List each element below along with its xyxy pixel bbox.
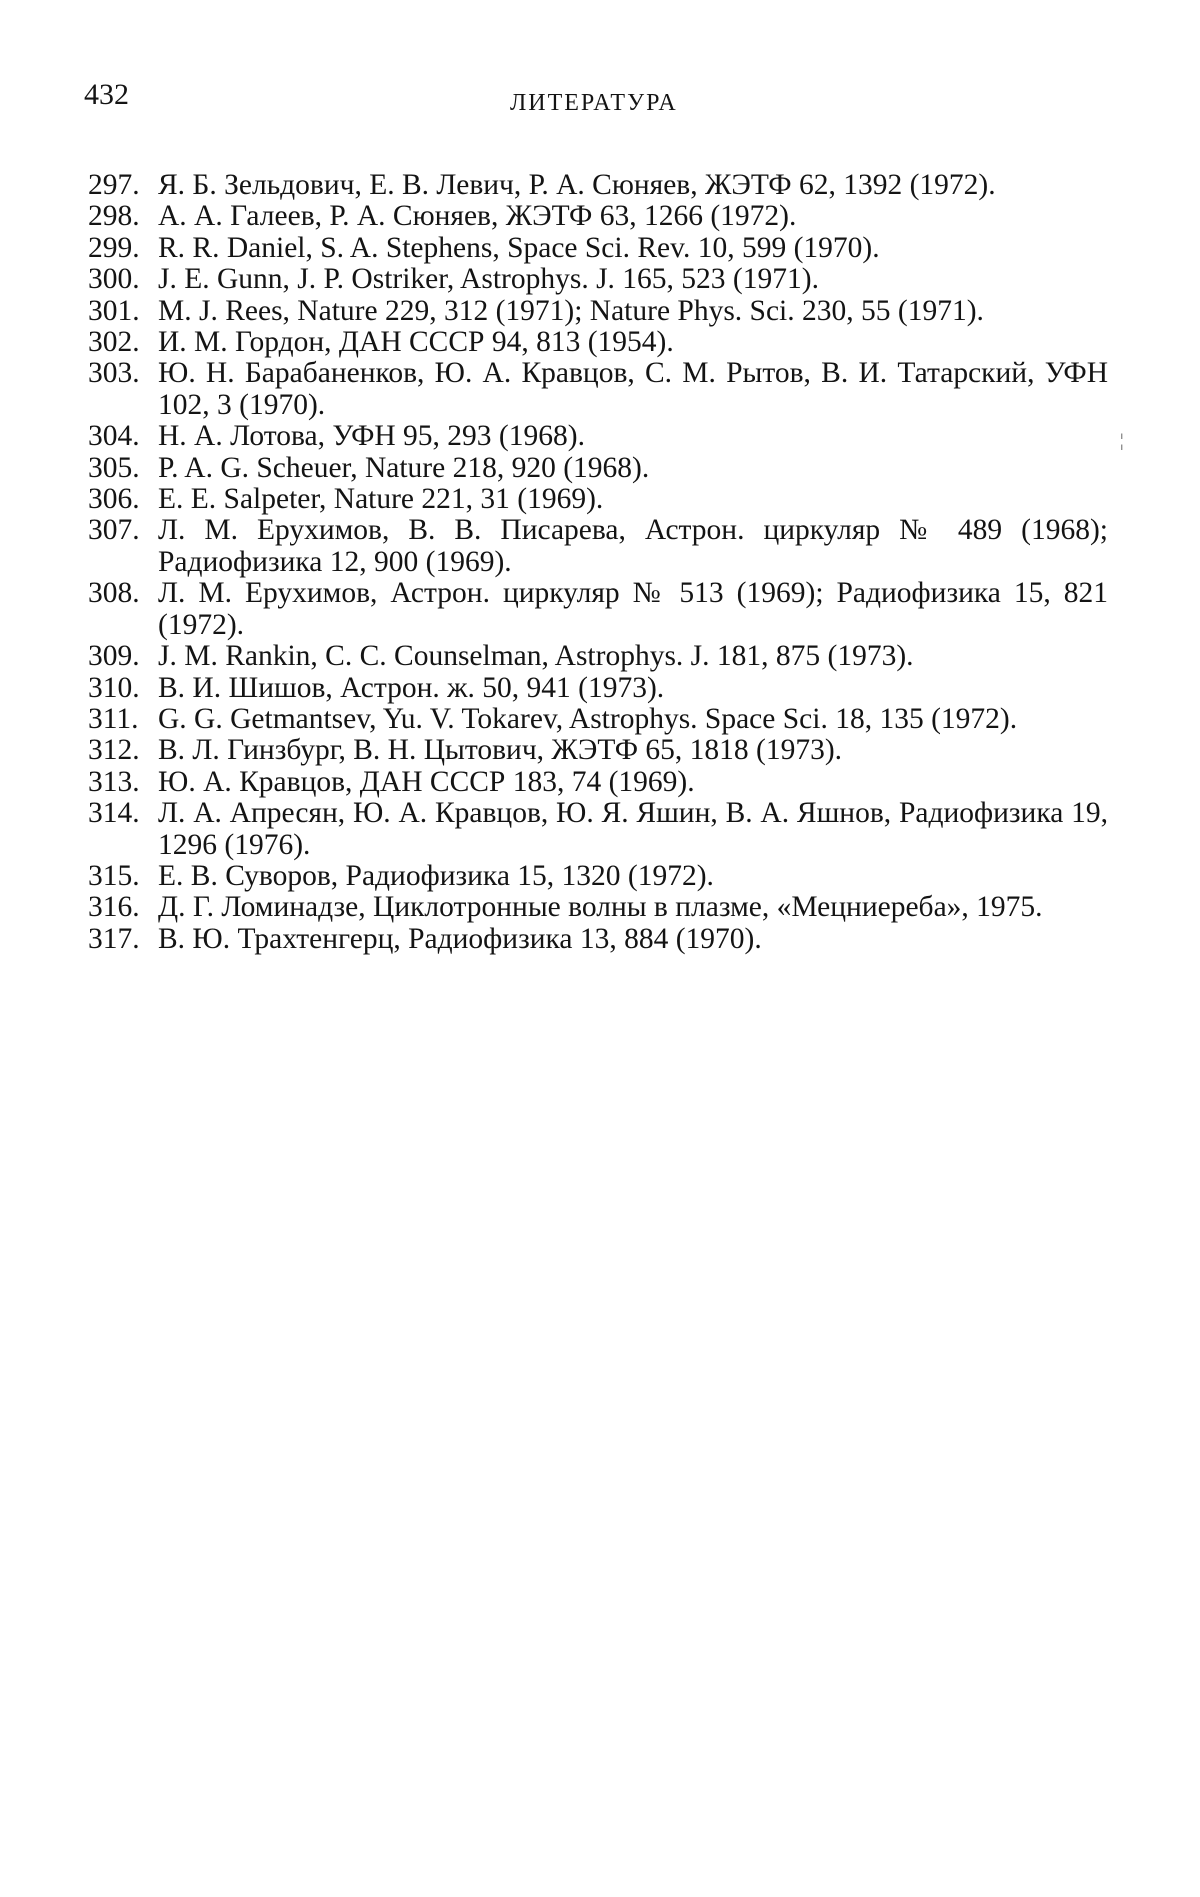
reference-text: Ю. Н. Барабаненков, Ю. А. Кравцов, С. М. Рытов, В. И. Татарский, УФН 102, 3 (1970). bbox=[158, 357, 1108, 421]
reference-number: 306. bbox=[88, 483, 140, 516]
reference-item bbox=[88, 484, 1108, 515]
reference-number: 316. bbox=[88, 891, 140, 924]
reference-text: А. А. Галеев, Р. А. Сюняев, ЖЭТФ 63, 1266 (1972). bbox=[158, 200, 797, 233]
reference-text: G. G. Getmantsev, Yu. V. Tokarev, Astrophys. Space Sci. 18, 135 (1972). bbox=[158, 702, 1018, 735]
reference-number: 313. bbox=[88, 765, 140, 798]
reference-item bbox=[88, 421, 1108, 452]
reference-number: 305. bbox=[88, 451, 140, 484]
reference-text: В. И. Шишов, Астрон. ж. 50, 941 (1973). bbox=[158, 671, 665, 704]
reference-text: P. A. G. Scheuer, Nature 218, 920 (1968). bbox=[158, 451, 650, 484]
reference-text: И. М. Гордон, ДАН СССР 94, 813 (1954). bbox=[158, 326, 674, 359]
reference-number: 311. bbox=[88, 702, 139, 735]
reference-item bbox=[88, 296, 1108, 327]
reference-item bbox=[88, 892, 1108, 923]
reference-text: J. E. Gunn, J. P. Ostriker, Astrophys. J. 165, 523 (1971). bbox=[158, 263, 819, 296]
reference-text: Л. М. Ерухимов, Астрон. циркуляр № 513 (1969); Радиофизика 15, 821 (1972). bbox=[158, 577, 1108, 641]
reference-text: M. J. Rees, Nature 229, 312 (1971); Nature Phys. Sci. 230, 55 (1971). bbox=[158, 294, 984, 327]
reference-number: 297. bbox=[88, 169, 140, 201]
margin-mark: ¦ bbox=[1120, 430, 1124, 450]
reference-item bbox=[88, 233, 1108, 264]
reference-number: 298. bbox=[88, 200, 140, 233]
reference-text: Ю. А. Кравцов, ДАН СССР 183, 74 (1969). bbox=[158, 765, 695, 798]
reference-item bbox=[88, 798, 1108, 861]
reference-number: 309. bbox=[88, 640, 140, 673]
reference-item bbox=[88, 515, 1108, 578]
reference-text: R. R. Daniel, S. A. Stephens, Space Sci. Rev. 10, 599 (1970). bbox=[158, 231, 880, 264]
reference-text: Е. В. Суворов, Радиофизика 15, 1320 (1972). bbox=[158, 859, 714, 892]
reference-number: 314. bbox=[88, 797, 140, 830]
reference-number: 315. bbox=[88, 859, 140, 892]
reference-item bbox=[88, 358, 1108, 421]
running-title: ЛИТЕРАТУРА bbox=[510, 90, 678, 116]
reference-text: Н. А. Лотова, УФН 95, 293 (1968). bbox=[158, 420, 585, 453]
reference-item bbox=[88, 201, 1108, 232]
reference-text: Д. Г. Ломинадзе, Циклотронные волны в плазме, «Мецниереба», 1975. bbox=[158, 891, 1043, 924]
reference-item bbox=[88, 453, 1108, 484]
reference-list bbox=[88, 170, 1108, 955]
reference-number: 302. bbox=[88, 326, 140, 359]
reference-number: 308. bbox=[88, 577, 140, 610]
page-number: 432 bbox=[84, 78, 129, 111]
reference-number: 307. bbox=[88, 514, 140, 547]
reference-item bbox=[88, 735, 1108, 766]
reference-item bbox=[88, 924, 1108, 955]
reference-number: 299. bbox=[88, 231, 140, 264]
reference-number: 304. bbox=[88, 420, 140, 453]
reference-item bbox=[88, 861, 1108, 892]
reference-number: 301. bbox=[88, 294, 140, 327]
reference-item bbox=[88, 641, 1108, 672]
reference-text: Я. Б. Зельдович, Е. В. Левич, Р. А. Сюняев, ЖЭТФ 62, 1392 (1972). bbox=[158, 169, 996, 201]
reference-text: J. M. Rankin, C. C. Counselman, Astrophys. J. 181, 875 (1973). bbox=[158, 640, 914, 673]
reference-item bbox=[88, 170, 1108, 201]
reference-item bbox=[88, 673, 1108, 704]
reference-text: Л. М. Ерухимов, В. В. Писарева, Астрон. циркуляр № 489 (1968); Радиофизика 12, 900 (1969). bbox=[158, 514, 1108, 578]
reference-text: E. E. Salpeter, Nature 221, 31 (1969). bbox=[158, 483, 604, 516]
reference-number: 312. bbox=[88, 734, 140, 767]
reference-number: 310. bbox=[88, 671, 140, 704]
reference-item bbox=[88, 704, 1108, 735]
reference-item bbox=[88, 767, 1108, 798]
reference-number: 300. bbox=[88, 263, 140, 296]
reference-item bbox=[88, 578, 1108, 641]
reference-text: В. Л. Гинзбург, В. Н. Цытович, ЖЭТФ 65, 1818 (1973). bbox=[158, 734, 843, 767]
reference-number: 317. bbox=[88, 922, 140, 955]
reference-text: В. Ю. Трахтенгерц, Радиофизика 13, 884 (1970). bbox=[158, 922, 762, 955]
reference-item bbox=[88, 264, 1108, 295]
reference-number: 303. bbox=[88, 357, 140, 390]
reference-text: Л. А. Апресян, Ю. А. Кравцов, Ю. Я. Яшин, В. А. Яшнов, Радиофизика 19, 1296 (1976). bbox=[158, 797, 1108, 861]
reference-item bbox=[88, 327, 1108, 358]
